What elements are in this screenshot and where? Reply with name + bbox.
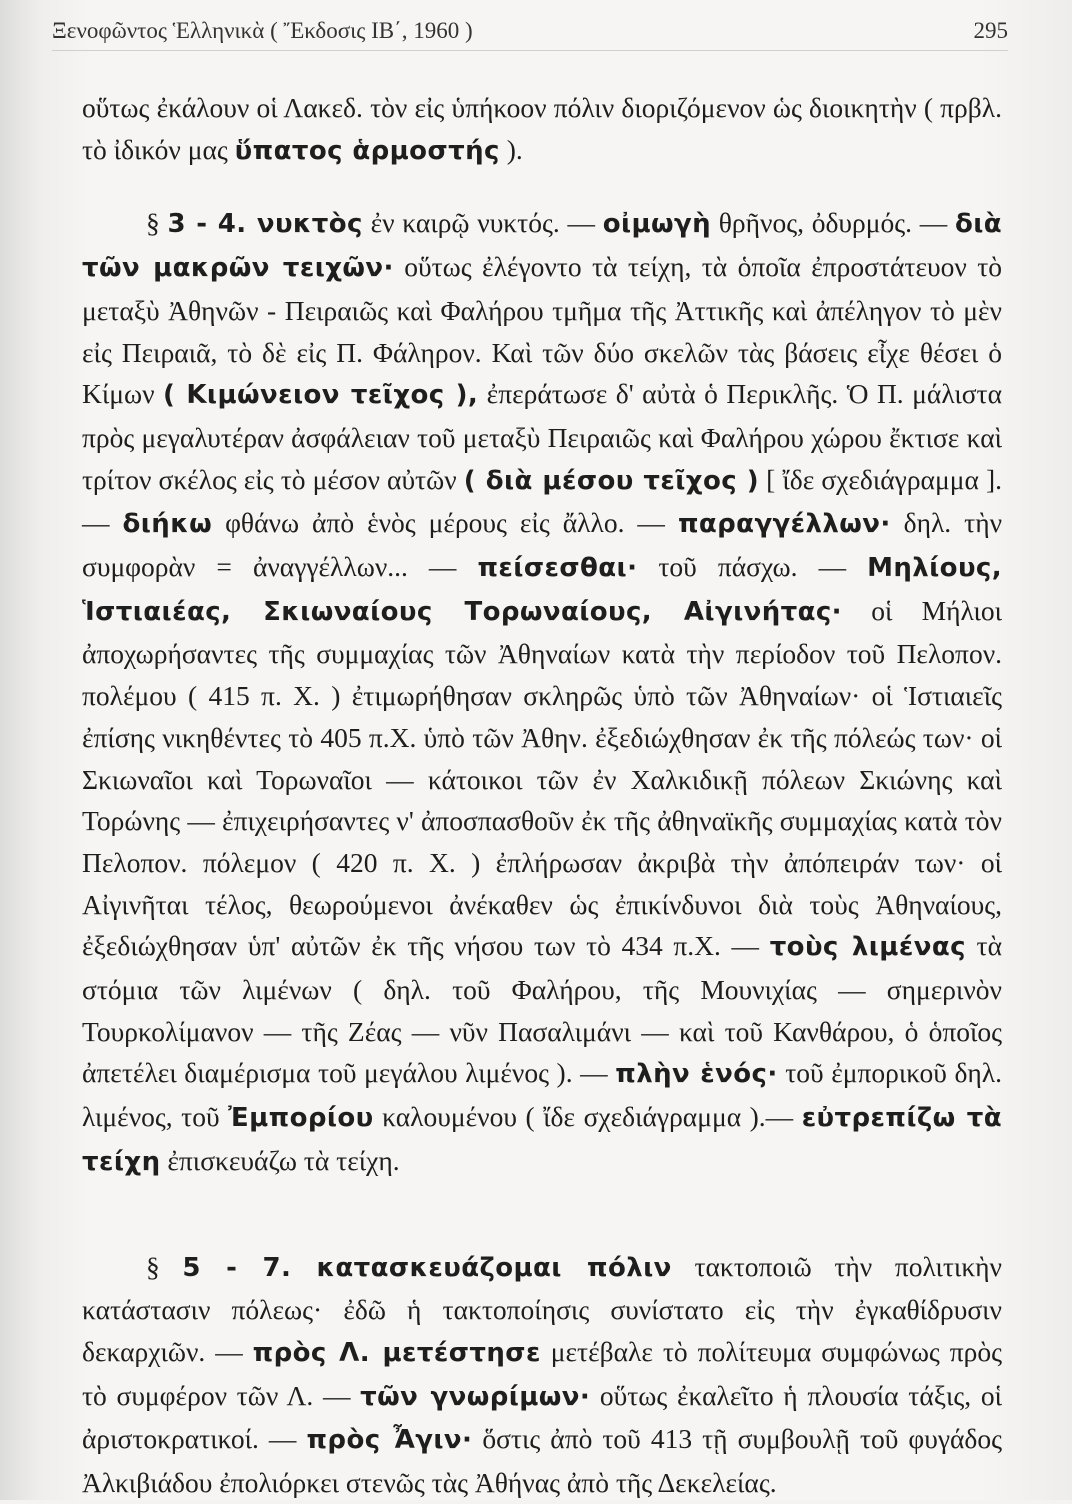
- text-run: μετέβαλε τὸ πολίτευμα συμφώνως πρὸς τὸ συμφέρον τῶν Λ. —: [82, 1335, 1002, 1411]
- lemma: πλὴν ἑνός·: [615, 1059, 778, 1090]
- section-sign: §: [146, 207, 168, 239]
- text-run: ἐπισκευάζω τὰ τείχη.: [160, 1144, 400, 1176]
- text-run: δηλ. τὴν συμφορὰν = ἀναγγέλλων... —: [82, 507, 1003, 583]
- text-run: οἱ Μήλιοι ἀποχωρήσαντες τῆς συμμαχίας τῶν Ἀθηναίων κατὰ τὴν περίοδον τοῦ Πελοπον. πολέμου ( 415 π. Χ. ) ἐτιμωρήθησαν σκληρῶς ὑπὸ τῶν Ἀθηναίων· οἱ Ἱστιαιεῖς ἐπίσης νικηθέντες τὸ 405 π.Χ. ὑπὸ τῶν Ἀθην. ἐξεδιώχθησαν ἐκ τῆς πόλεώς των· οἱ Σκιωναῖοι καὶ Τορωναῖοι — κάτοικοι τῶν ἐν Χαλκιδικῇ πόλεων Σκιώνης καὶ Τορώνης — ἐπιχειρήσαντες ν' ἀποσπασθοῦν ἐκ τῆς ἀθηναϊκῆς συμμαχίας κατὰ τὸν Πελοπον. πόλεμον ( 420 π. Χ. ) ἐπλήρωσαν ἀκριβὰ τὴν ἀπόπειράν των· οἱ Αἰγινῆται τέλος, θεωρούμενοι ἀνέκαθεν ὡς ἐπικίνδυνοι διὰ τοὺς Ἀθηναίους, ἐξεδιώχθησαν ὑπ' αὐτῶν ἐκ τῆς νήσου των τὸ 434 π.Χ. —: [82, 594, 1002, 962]
- lemma: τῶν γνωρίμων·: [360, 1381, 591, 1412]
- lemma: τοὺς λιμένας: [769, 932, 966, 963]
- lemma: παραγγέλλων·: [677, 509, 891, 540]
- text-run: ἐν καιρῷ νυκτός. —: [362, 207, 603, 239]
- text-run: ).: [499, 133, 523, 165]
- section-sign: §: [146, 1250, 183, 1282]
- text-run: φθάνω ἀπὸ ἑνὸς μέρους εἰς ἄλλο. —: [212, 507, 678, 539]
- text-run: οὕτως ἐκαλεῖτο ἡ πλουσία τάξις, οἱ ἀριστοκρατικοί. —: [82, 1379, 1002, 1455]
- lemma: ὕπατος ἁρμοστής: [234, 135, 500, 166]
- text-run: τακτοποιῶ τὴν πολιτικὴν κατάστασιν πόλεως· ἐδῶ ἡ τακτοποίησις συνίστατο εἰς τὴν ἐγκαθίδρυσιν δεκαρχιῶν. —: [82, 1250, 1002, 1367]
- text-run: [ ἴδε σχεδιάγραμμα ]. —: [82, 463, 1002, 539]
- lemma: ( διὰ μέσου τεῖχος ): [463, 465, 759, 496]
- text-run: οὕτως ἐκάλουν οἱ Λακεδ. τὸν εἰς ὑπήκοον πόλιν διοριζόμενον ὡς διοικητὴν ( πρβλ. τὸ ἰδικόν μας: [82, 92, 1002, 165]
- text-run: ἐπεράτωσε δ' αὐτὰ ὁ Περικλῆς. Ὁ Π. μάλιστα πρὸς μεγαλυτέραν ἀσφάλειαν τοῦ μεταξὺ Πειραιῶς καὶ Φαλήρου χώρου ἔκτισε καὶ τρίτον σκέλος εἰς τὸ μέσον αὐτῶν: [82, 378, 1002, 495]
- page-number: 295: [973, 18, 1008, 43]
- lemma: 5 - 7. κατασκευάζομαι πόλιν: [182, 1252, 672, 1283]
- text-run: καλουμένου ( ἴδε σχεδιάγραμμα ).—: [373, 1101, 802, 1133]
- lemma: εὐτρεπίζω τὰ τείχη: [82, 1103, 1003, 1177]
- lemma: πρὸς Λ. μετέστησε: [252, 1337, 541, 1368]
- lemma: διὰ τῶν μακρῶν τειχῶν·: [82, 209, 1003, 284]
- lemma: πείσεσθαι·: [477, 553, 638, 584]
- text-run: θρῆνος, ὀδυρμός. —: [711, 207, 955, 239]
- lemma: οἰμωγὴ: [602, 209, 712, 240]
- text-run: τοῦ πάσχω. —: [637, 551, 868, 583]
- section-5-7: [82, 1246, 1002, 1504]
- lemma: ( Κιμώνειον τεῖχος ),: [163, 380, 479, 411]
- running-head-title: Ξενοφῶντος Ἑλληνικὰ ( Ἔκδοσις ΙΒ΄, 1960 ): [52, 18, 473, 43]
- lemma: πρὸς Ἆγιν·: [306, 1425, 473, 1456]
- lemma: Ἐμπορίου: [228, 1103, 374, 1134]
- text-run: τοῦ ἐμπορικοῦ δηλ. λιμένος, τοῦ: [82, 1057, 1003, 1133]
- lemma: διήκω: [122, 509, 213, 540]
- paragraph-continuation: [82, 87, 1002, 172]
- commentary-body: [82, 87, 1002, 1504]
- running-head: [52, 18, 1008, 51]
- text-run: οὕτως ἐλέγοντο τὰ τείχη, τὰ ὁποῖα ἐπροστάτευον τὸ μεταξὺ Ἀθηνῶν - Πειραιῶς καὶ Φαλήρου τμῆμα τῆς Ἀττικῆς καὶ ἀπέληγον τὸ μὲν εἰς Πειραιᾶ, τὸ δὲ εἰς Π. Φάληρον. Καὶ τῶν δύο σκελῶν τὰς βάσεις εἶχε θέσει ὁ Κίμων: [82, 251, 1002, 410]
- section-3-4: [82, 202, 1002, 1183]
- lemma: Μηλίους, Ἱστιαιέας, Σκιωναίους Τορωναίους, Αἰγινήτας·: [82, 553, 1002, 627]
- text-run: ὅστις ἀπὸ τοῦ 413 τῇ συμβουλῇ τοῦ φυγάδος Ἀλκιβιάδου ἐπολιόρκει στενῶς τὰς Ἀθήνας ἀπὸ τῆς Δεκελείας.: [82, 1423, 1003, 1499]
- lemma: 3 - 4. νυκτὸς: [167, 209, 363, 240]
- text-run: τὰ στόμια τῶν λιμένων ( δηλ. τοῦ Φαλήρου, τῆς Μουνιχίας — σημερινὸν Τουρκολίμανον — τῆς Ζέας — νῦν Πασαλιμάνι — καὶ τοῦ Κανθάρου, ὁ ὁποῖος ἀπετέλει διαμέρισμα τοῦ μεγάλου λιμένος ). —: [82, 930, 1003, 1089]
